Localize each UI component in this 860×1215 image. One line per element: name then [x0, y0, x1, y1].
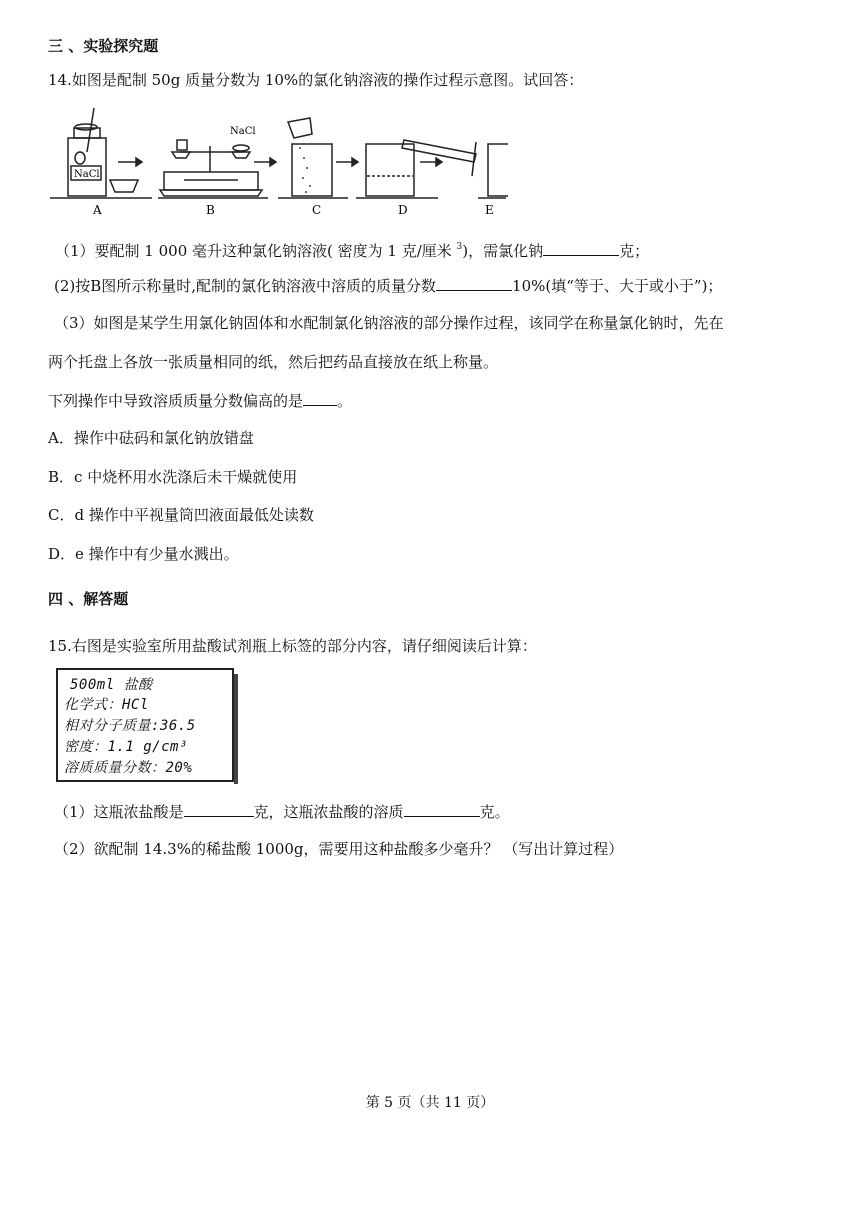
answer-blank-1[interactable]	[543, 240, 619, 256]
q14-part3-line1: （3）如图是某学生用氯化钠固体和水配制氯化钠溶液的部分操作过程，该同学在称量氯化钠时，先在	[54, 314, 724, 332]
figure-label-e: E	[485, 203, 494, 217]
label-line-1: 500ml 盐酸	[70, 677, 153, 693]
page-footer: 第 5 页（共 11 页）	[365, 1095, 495, 1111]
figure-label-c: C	[312, 203, 322, 217]
q14-part3-line2: 两个托盘上各放一张质量相同的纸，然后把药品直接放在纸上称量。	[48, 353, 499, 371]
answer-blank-2[interactable]	[436, 275, 512, 291]
option-b: B．c 中烧杯用水洗涤后未干燥就使用	[48, 468, 298, 486]
figure-label-b: B	[206, 203, 215, 217]
reagent-bottle-label	[56, 668, 234, 782]
label-line-3: 相对分子质量:36.5	[64, 718, 196, 734]
answer-blank-4[interactable]	[184, 801, 254, 817]
nacl-label-a: NaCl	[74, 169, 100, 180]
answer-blank-3[interactable]	[303, 390, 337, 406]
question-15-stem: 15.右图是实验室所用盐酸试剂瓶上标签的部分内容，请仔细阅读后计算：	[48, 637, 537, 655]
q14-part3-ask: 下列操作中导致溶质质量分数偏高的是 。	[48, 392, 353, 410]
section-title-answer: 四 、解答题	[48, 590, 129, 608]
nacl-label-b: NaCl	[230, 126, 256, 137]
option-d: D．e 操作中有少量水溅出。	[48, 545, 239, 563]
answer-blank-5[interactable]	[404, 801, 480, 817]
section-title-experiment: 三 、实验探究题	[48, 37, 159, 55]
label-line-2: 化学式：HCl	[64, 697, 149, 713]
question-14-stem: 14.如图是配制 50g 质量分数为 10%的氯化钠溶液的操作过程示意图。试回答：	[48, 71, 584, 89]
option-a: A．操作中砝码和氯化钠放错盘	[48, 429, 254, 447]
option-c: C．d 操作中平视量筒凹液面最低处读数	[48, 506, 314, 524]
figure-label-a: A	[93, 203, 102, 217]
label-line-5: 溶质质量分数：20%	[64, 760, 193, 776]
q15-part1: （1）这瓶浓盐酸是 克，这瓶浓盐酸的溶质 克。	[54, 803, 510, 821]
q14-part2: (2)按B图所示称量时,配制的氯化钠溶液中溶质的质量分数 10%(填“等于、大于或小于”)；	[54, 277, 723, 295]
q14-part1: （1）要配制 1 000 毫升这种氯化钠溶液( 密度为 1 克/厘米 $^3$)，需氯化钠 克；	[55, 242, 650, 260]
label-line-4: 密度：1.1 g/cm³	[64, 739, 188, 755]
figure-label-d: D	[398, 203, 408, 217]
q15-part2: （2）欲配制 14.3%的稀盐酸 1000g，需要用这种盐酸多少毫升？ （写出计算过程）	[54, 840, 624, 858]
solution-preparation-figure	[48, 100, 508, 220]
